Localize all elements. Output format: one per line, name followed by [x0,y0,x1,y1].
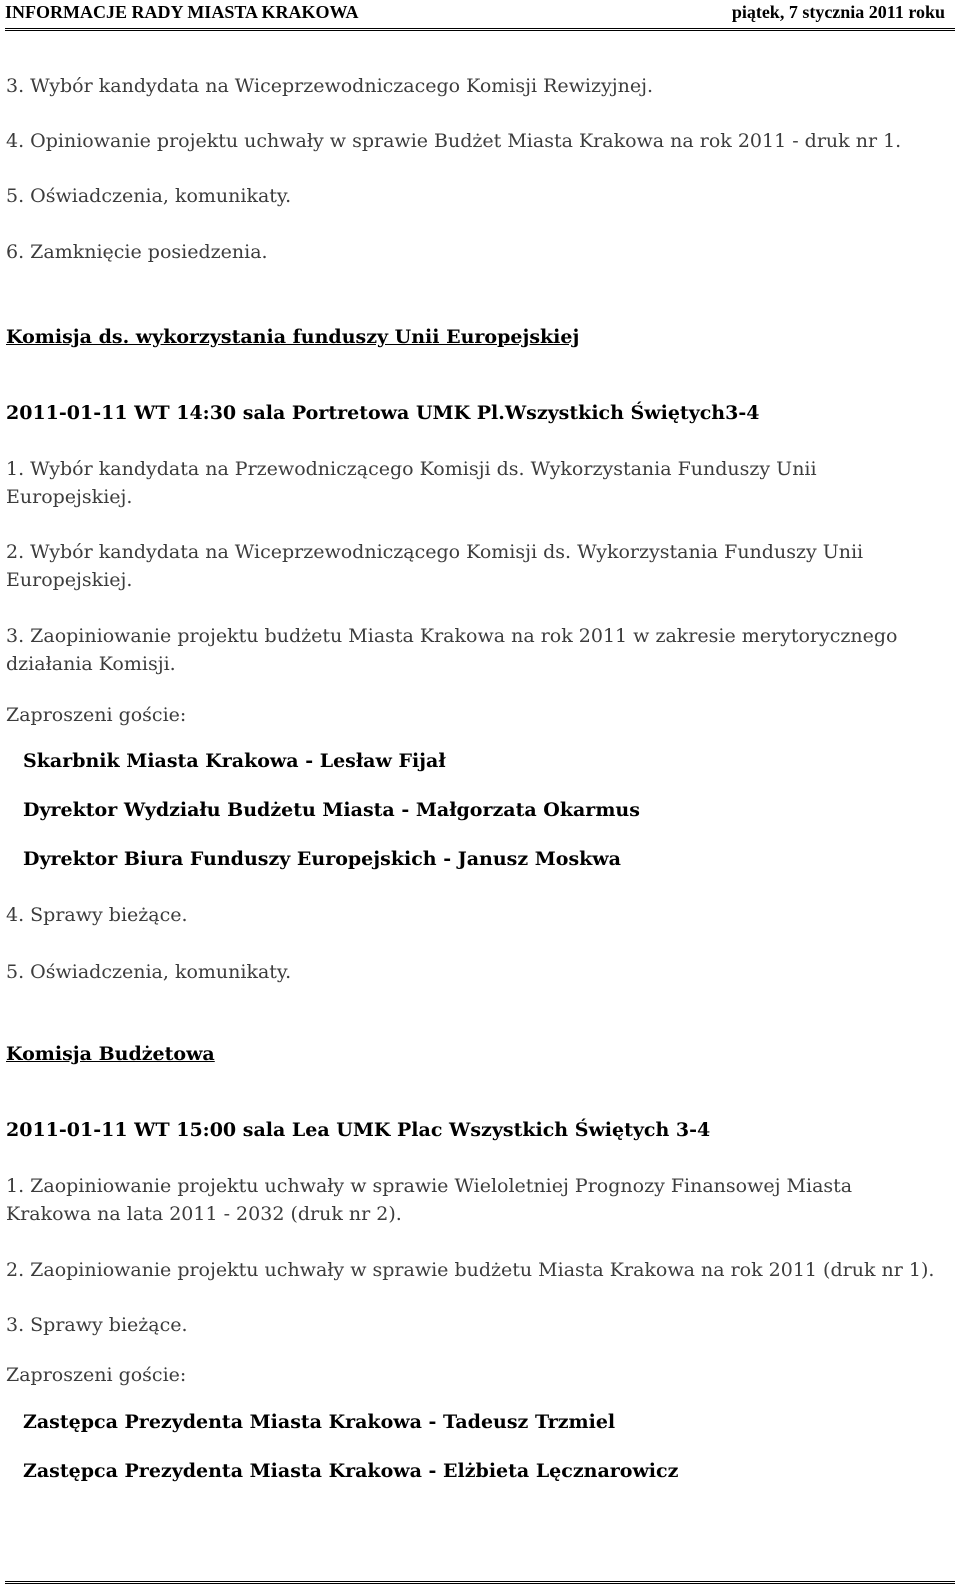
guest-entry: Dyrektor Biura Funduszy Europejskich - Janusz Moskwa [23,848,621,870]
guest-entry: Skarbnik Miasta Krakowa - Lesław Fijał [23,750,446,772]
guest-entry: Zastępca Prezydenta Miasta Krakowa - Tadeusz Trzmiel [23,1411,616,1433]
header-date: piątek, 7 stycznia 2011 roku [731,2,945,22]
agenda-item: 2. Wybór kandydata na Wiceprzewodniczącego Komisji ds. Wykorzystania Funduszy Unii Europejskiej. [6,541,864,591]
agenda-item: 1. Zaopiniowanie projektu uchwały w sprawie Wieloletniej Prognozy Finansowej Miasta Krakowa na lata 2011 - 2032 (druk nr 2). [6,1175,853,1225]
agenda-item: 4. Opiniowanie projektu uchwały w sprawie Budżet Miasta Krakowa na rok 2011 - druk nr 1. [6,130,902,152]
guests-label: Zaproszeni goście: [6,704,187,726]
committee-heading: Komisja ds. wykorzystania funduszy Unii Europejskiej [6,326,580,348]
committee-heading: Komisja Budżetowa [6,1043,215,1065]
agenda-item: 6. Zamknięcie posiedzenia. [6,241,268,263]
agenda-item: 5. Oświadczenia, komunikaty. [6,185,292,207]
footer-rule [5,1581,955,1584]
agenda-item: 3. Sprawy bieżące. [6,1314,188,1336]
guest-entry: Zastępca Prezydenta Miasta Krakowa - Elżbieta Lęcznarowicz [23,1460,679,1482]
session-info: 2011-01-11 WT 15:00 sala Lea UMK Plac Wszystkich Świętych 3-4 [6,1119,711,1141]
agenda-item: 5. Oświadczenia, komunikaty. [6,961,292,983]
agenda-item: 3. Wybór kandydata na Wiceprzewodniczacego Komisji Rewizyjnej. [6,75,654,97]
guest-entry: Dyrektor Wydziału Budżetu Miasta - Małgorzata Okarmus [23,799,640,821]
page-header [5,0,955,31]
agenda-item: 1. Wybór kandydata na Przewodniczącego Komisji ds. Wykorzystania Funduszy Unii Europejskiej. [6,458,817,508]
session-info: 2011-01-11 WT 14:30 sala Portretowa UMK Pl.Wszystkich Świętych3-4 [6,402,760,424]
guests-label: Zaproszeni goście: [6,1364,187,1386]
agenda-item: 3. Zaopiniowanie projektu budżetu Miasta Krakowa na rok 2011 w zakresie merytorycznego działania Komisji. [6,625,898,675]
header-title: INFORMACJE RADY MIASTA KRAKOWA [5,2,359,22]
agenda-item: 4. Sprawy bieżące. [6,904,188,926]
agenda-item: 2. Zaopiniowanie projektu uchwały w sprawie budżetu Miasta Krakowa na rok 2011 (druk nr 1). [6,1259,935,1281]
